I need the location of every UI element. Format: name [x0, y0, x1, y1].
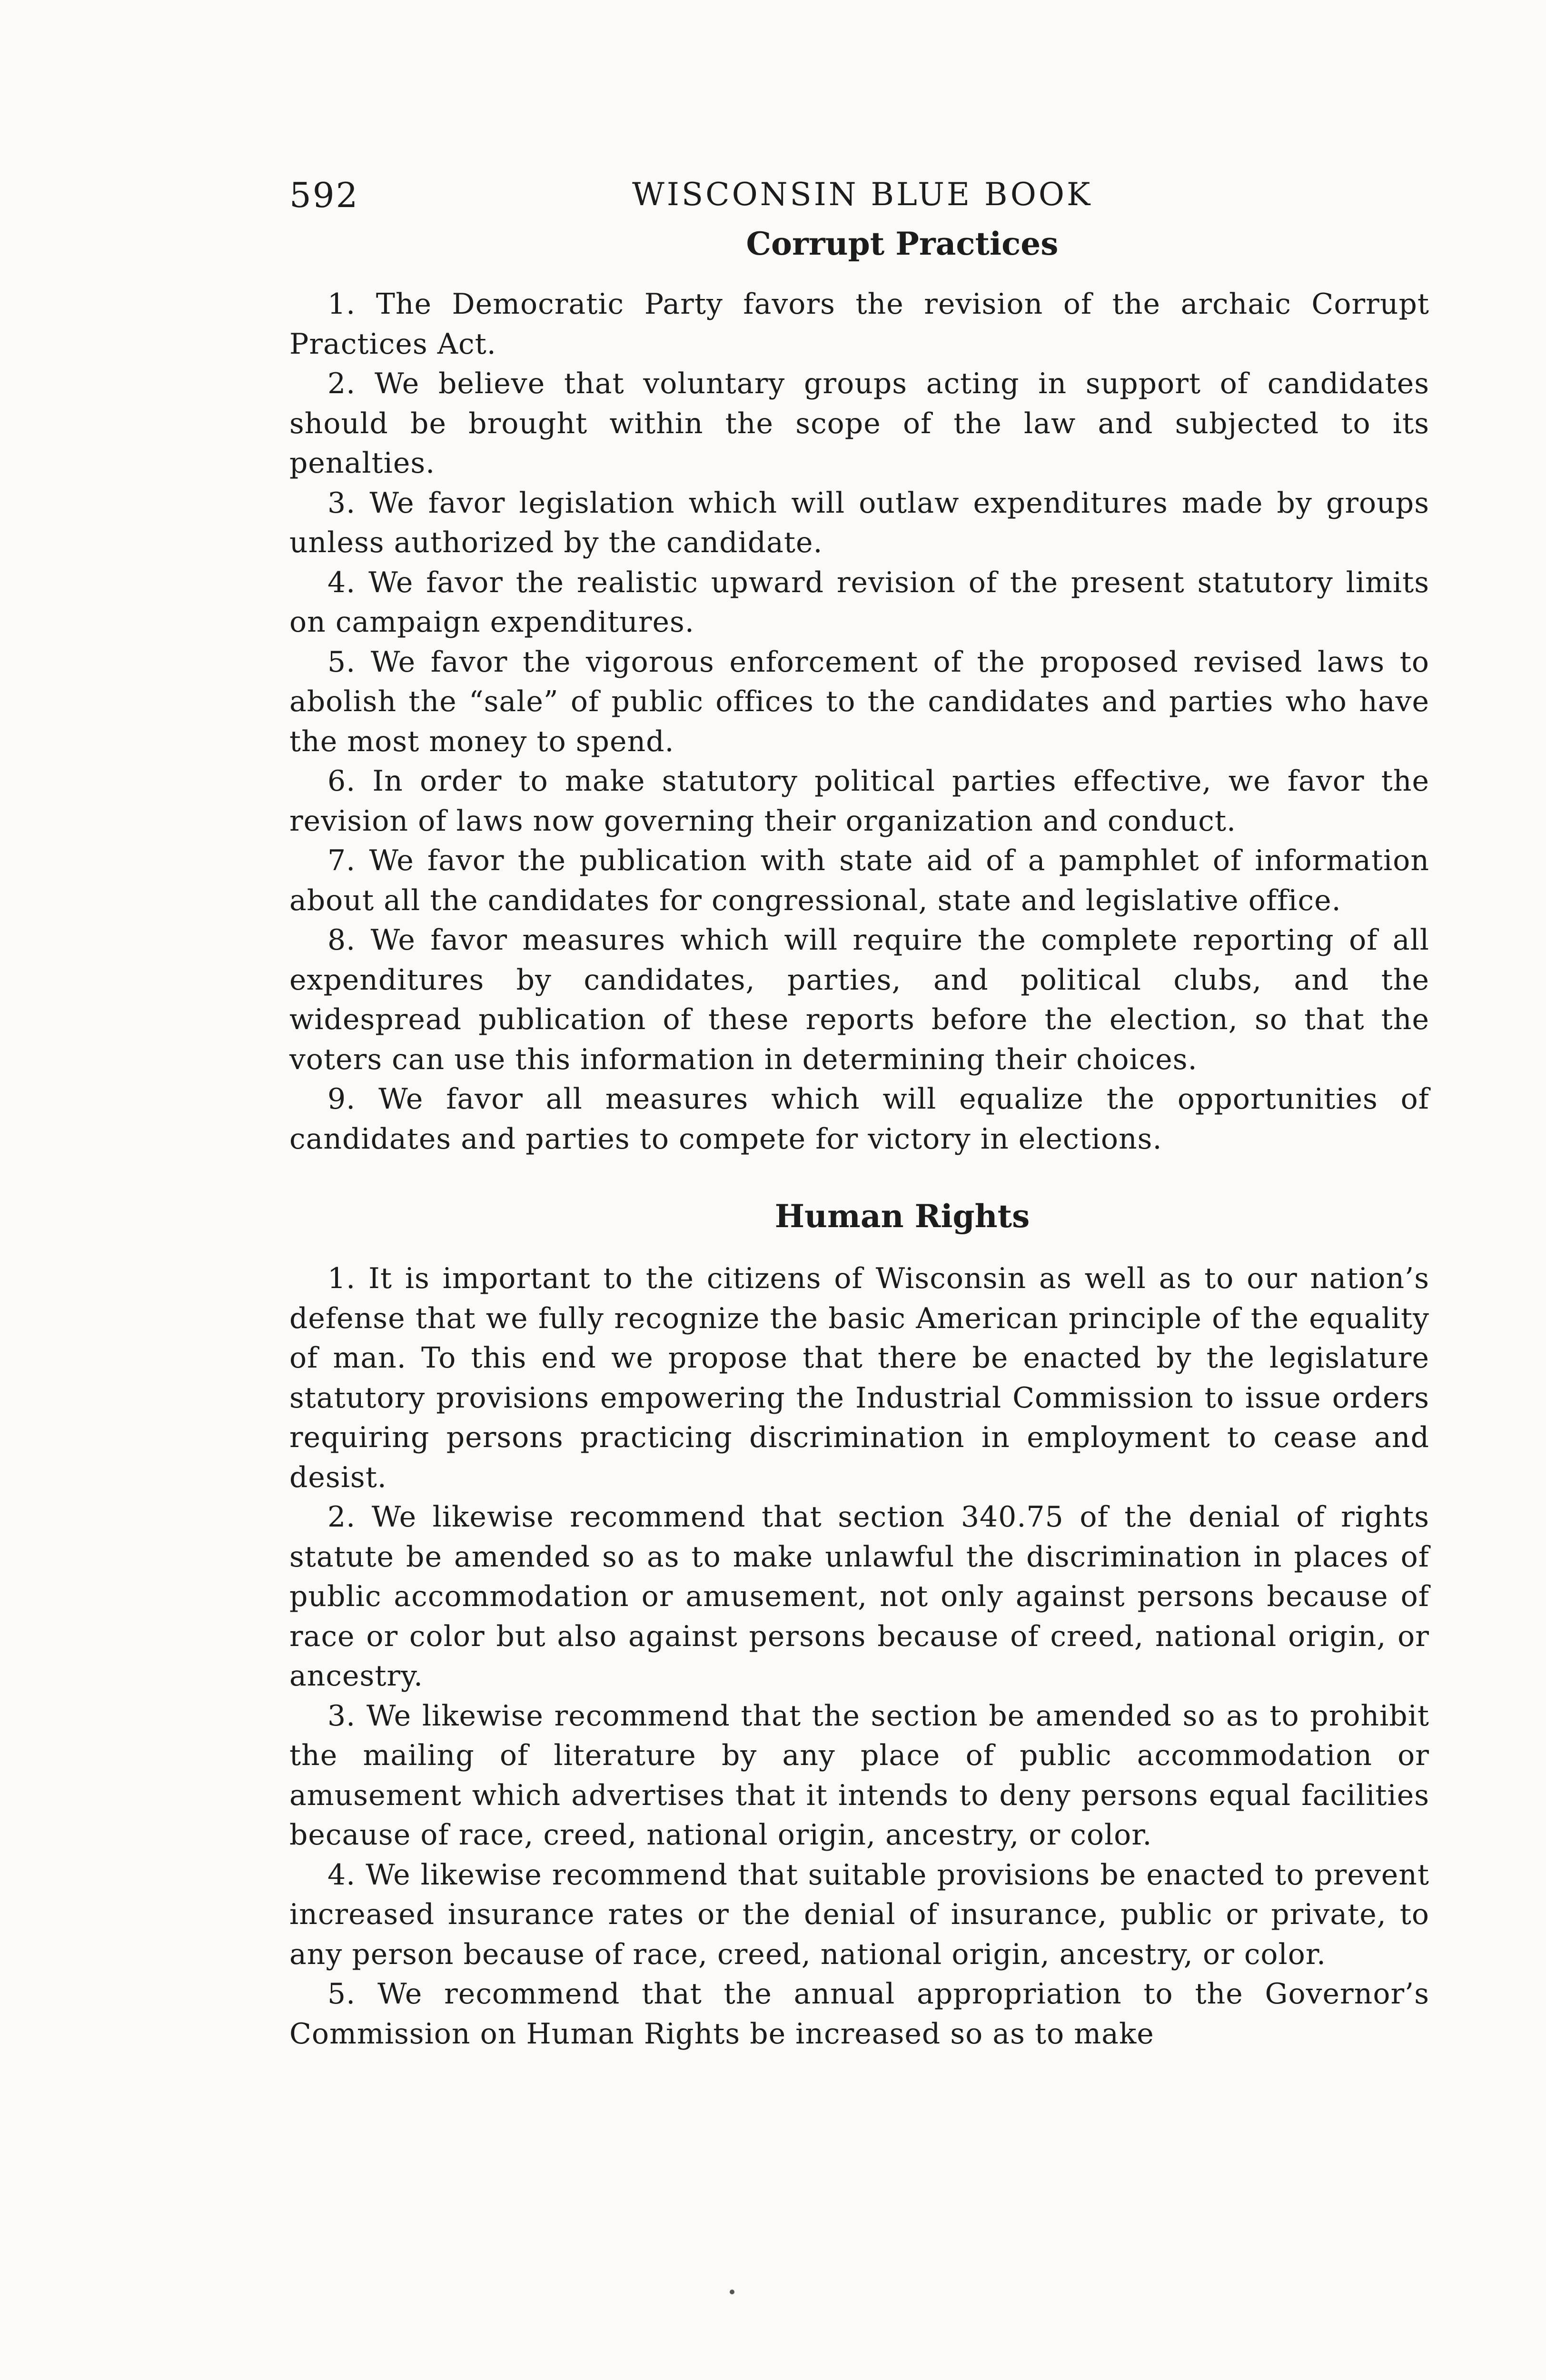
section-heading: Corrupt Practices [746, 225, 1059, 262]
paragraph: 2. We likewise recommend that section 340.75 of the denial of rights statute be amended so as to make unlawful the discrimination in places of public accommodation or amusement, not only against persons because of race or color but also against persons because of creed, national origin, or ancestry. [289, 1500, 1429, 1693]
section-heading: Human Rights [774, 1198, 1030, 1235]
paragraph: 4. We likewise recommend that suitable provisions be enacted to prevent increased insurance rates or the denial of insurance, public or private, to any person because of race, creed, national origin, ancestry, or color. [289, 1858, 1429, 1971]
paragraph: 1. The Democratic Party favors the revision of the archaic Corrupt Practices Act. [289, 288, 1429, 361]
section-human-rights [289, 1196, 1429, 2054]
paragraph: 3. We likewise recommend that the section be amended so as to prohibit the mailing of literature by any place of public accommodation or amusement which advertises that it intends to deny persons equal facilities because of race, creed, national origin, ancestry, or color. [289, 1699, 1429, 1852]
paragraph: 2. We believe that voluntary groups acting in support of candidates should be brought within the scope of the law and subjected to its penalties. [289, 367, 1429, 480]
paragraph: 7. We favor the publication with state aid of a pamphlet of information about all the candidates for congressional, state and legislative office. [289, 844, 1429, 917]
section-corrupt-practices [289, 224, 1429, 1159]
running-head [289, 167, 1429, 224]
paragraph-list [289, 285, 1429, 1159]
paragraph: 1. It is important to the citizens of Wisconsin as well as to our nation’s defense that we fully recognize the basic American principle of the equality of man. To this end we propose that there be enacted by the legislature statutory provisions empowering the Industrial Commission to issue orders requiring persons practicing discrimination in employment to cease and desist. [289, 1262, 1429, 1494]
paragraph-list [289, 1259, 1429, 2054]
paragraph: 3. We favor legislation which will outlaw expenditures made by groups unless authorized by the candidate. [289, 486, 1429, 559]
ink-speck [730, 2290, 734, 2294]
paragraph: 4. We favor the realistic upward revision of the present statutory limits on campaign expenditures. [289, 565, 1429, 639]
book-title: WISCONSIN BLUE BOOK [632, 176, 1093, 213]
paragraph: 8. We favor measures which will require the complete reporting of all expenditures by candidates, parties, and political clubs, and the widespread publication of these reports before the election, so that the voters can use this information in determining their choices. [289, 923, 1429, 1076]
paragraph: 6. In order to make statutory political parties effective, we favor the revision of laws now governing their organization and conduct. [289, 764, 1429, 838]
paragraph: 5. We favor the vigorous enforcement of the proposed revised laws to abolish the “sale” of public offices to the candidates and parties who have the most money to spend. [289, 645, 1429, 758]
paragraph: 5. We recommend that the annual appropriation to the Governor’s Commission on Human Rights be increased so as to make [289, 1977, 1429, 2051]
paragraph: 9. We favor all measures which will equalize the opportunities of candidates and parties to compete for victory in elections. [289, 1082, 1429, 1156]
page-number: 592 [289, 175, 359, 215]
book-page [289, 167, 1429, 2054]
